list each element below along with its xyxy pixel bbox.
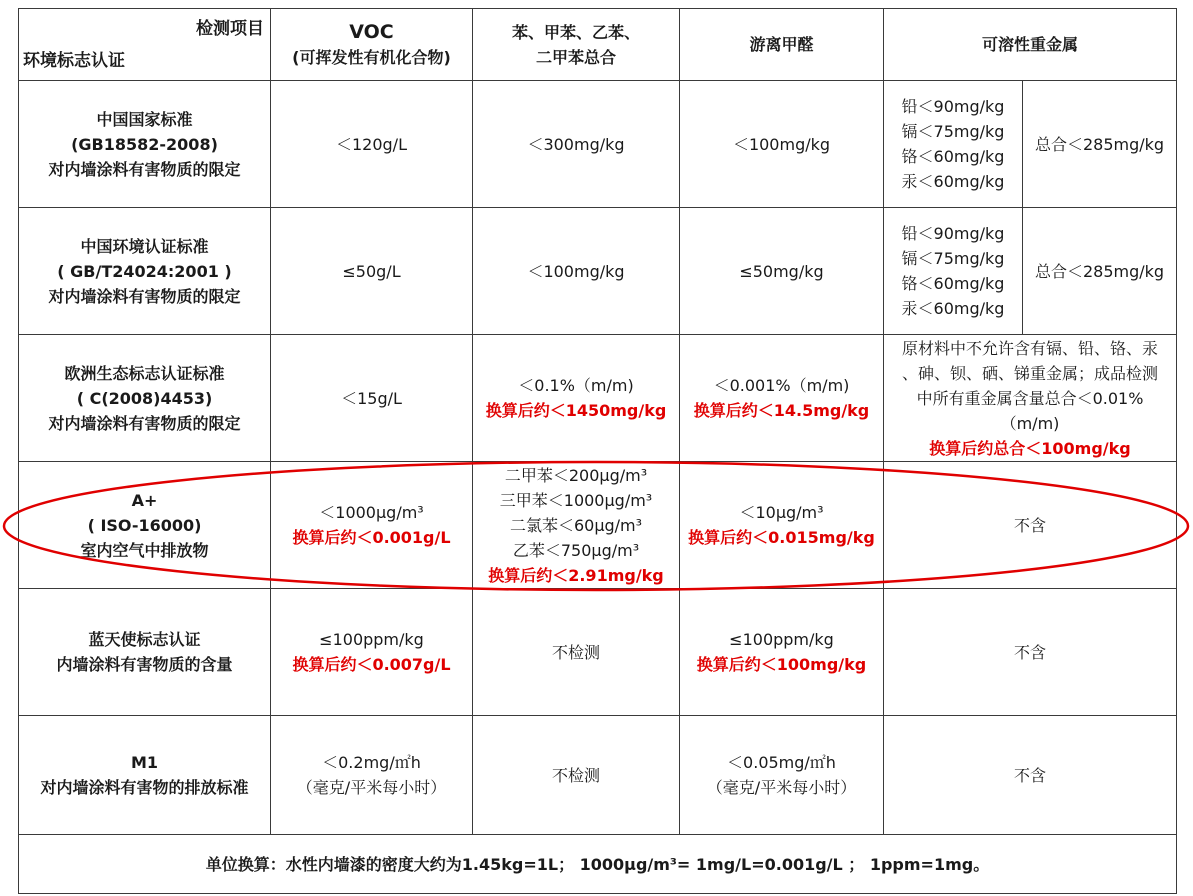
metals-list-cell <box>884 208 1023 335</box>
table-row <box>19 208 1177 335</box>
metals-note-line: （m/m) <box>1000 413 1060 433</box>
metal-limit: 镉＜75mg/kg <box>901 122 1005 141</box>
metals-note-line: 中所有重金属含量总合＜0.01% <box>916 388 1144 408</box>
formaldehyde-cell <box>680 335 884 462</box>
voc-subtitle: (可挥发性有机化合物) <box>292 47 451 67</box>
certification-label: 环境标志认证 <box>23 51 125 71</box>
formaldehyde-header: 游离甲醛 <box>680 9 884 81</box>
standards-table <box>18 8 1177 894</box>
cert-line: A+ <box>131 490 158 510</box>
formaldehyde-cell <box>680 462 884 589</box>
cert-line: 中国国家标准 <box>96 109 193 129</box>
benzene-compound-limit: 三甲苯＜1000μg/m³ <box>499 490 653 510</box>
table-row <box>19 462 1177 589</box>
metals-note-line: 原材料中不允许含有镉、铅、铬、汞 <box>902 338 1159 358</box>
unit-conversion-note: 单位换算：水性内墙漆的密度大约为1.45kg=1L； 1000μg/m³= 1mg/L=0.001g/L ； 1ppm=1mg。 <box>19 835 1177 894</box>
formaldehyde-value: ＜10μg/m³ <box>739 503 824 522</box>
cert-line: 对内墙涂料有害物质的限定 <box>48 286 241 306</box>
metal-limit: 汞＜60mg/kg <box>901 172 1005 191</box>
formaldehyde-value: ＜0.001%（m/m) <box>713 376 850 395</box>
voc-converted: 换算后约＜0.007g/L <box>292 655 451 674</box>
test-item-label: 检测项目 <box>196 19 264 39</box>
benzene-header-line2: 二甲苯总合 <box>535 47 616 67</box>
metal-limit: 铅＜90mg/kg <box>901 97 1005 116</box>
table-row <box>19 589 1177 716</box>
voc-value: ≤100ppm/kg <box>319 630 424 649</box>
cert-line: 中国环境认证标准 <box>80 236 209 256</box>
cert-line: M1 <box>130 753 159 772</box>
metal-limit: 汞＜60mg/kg <box>901 299 1005 318</box>
benzene-header-line1: 苯、甲苯、乙苯、 <box>511 22 640 42</box>
metals-note-cell <box>884 335 1177 462</box>
metal-limit: 镉＜75mg/kg <box>901 249 1005 268</box>
voc-cell <box>271 462 473 589</box>
metals-cell: 不含 <box>884 462 1177 589</box>
metal-limit: 铬＜60mg/kg <box>901 147 1005 166</box>
metals-cell: 不含 <box>884 589 1177 716</box>
table-row <box>19 81 1177 208</box>
metal-limit: 铅＜90mg/kg <box>901 224 1005 243</box>
cert-line: 室内空气中排放物 <box>80 540 209 560</box>
formaldehyde-converted: 换算后约＜14.5mg/kg <box>693 401 870 420</box>
cert-line: ( ISO-16000) <box>87 515 202 535</box>
cert-line: ( GB/T24024:2001 ) <box>57 261 232 281</box>
voc-value: ＜1000μg/m³ <box>319 503 424 522</box>
benzene-compound-limit: 乙苯＜750μg/m³ <box>512 540 640 560</box>
benzene-converted: 换算后约＜2.91mg/kg <box>488 565 664 585</box>
corner-header-cell <box>19 9 271 81</box>
metals-header: 可溶性重金属 <box>884 9 1177 81</box>
cert-line: 对内墙涂料有害物质的限定 <box>48 159 241 179</box>
cert-name-cell <box>19 208 271 335</box>
benzene-cell <box>473 335 680 462</box>
formaldehyde-cell <box>680 716 884 835</box>
voc-unit-note: （毫克/平米每小时） <box>296 778 447 797</box>
cert-line: 蓝天使标志认证 <box>88 630 201 649</box>
cert-name-cell <box>19 716 271 835</box>
benzene-header <box>473 9 680 81</box>
cert-line: 对内墙涂料有害物质的限定 <box>48 413 241 433</box>
metals-total-cell: 总合＜285mg/kg <box>1023 208 1177 335</box>
formaldehyde-unit-note: （毫克/平米每小时） <box>706 778 857 797</box>
footer-row <box>19 835 1177 894</box>
voc-converted: 换算后约＜0.001g/L <box>292 528 451 547</box>
metals-note-line: 、砷、钡、硒、锑重金属；成品检测 <box>902 363 1159 383</box>
header-row <box>19 9 1177 81</box>
formaldehyde-cell: ＜100mg/kg <box>680 81 884 208</box>
metals-total-cell: 总合＜285mg/kg <box>1023 81 1177 208</box>
formaldehyde-value: ≤100ppm/kg <box>729 630 834 649</box>
cert-name-cell <box>19 81 271 208</box>
voc-cell <box>271 716 473 835</box>
benzene-compound-limit: 二甲苯＜200μg/m³ <box>504 465 648 485</box>
metal-limit: 铬＜60mg/kg <box>901 274 1005 293</box>
voc-cell: ≤50g/L <box>271 208 473 335</box>
benzene-cell: ＜100mg/kg <box>473 208 680 335</box>
formaldehyde-converted: 换算后约＜100mg/kg <box>696 655 867 674</box>
formaldehyde-converted: 换算后约＜0.015mg/kg <box>688 528 875 547</box>
table-row <box>19 335 1177 462</box>
formaldehyde-cell <box>680 589 884 716</box>
benzene-cell: 不检测 <box>473 716 680 835</box>
benzene-converted: 换算后约＜1450mg/kg <box>485 401 667 420</box>
voc-value: ＜0.2mg/㎡h <box>322 753 421 772</box>
cert-line: ( C(2008)4453) <box>76 388 213 408</box>
voc-cell: ＜120g/L <box>271 81 473 208</box>
voc-header <box>271 9 473 81</box>
voc-cell: ＜15g/L <box>271 335 473 462</box>
cert-name-cell <box>19 335 271 462</box>
formaldehyde-value: ＜0.05mg/㎡h <box>727 753 836 772</box>
benzene-cell <box>473 462 680 589</box>
cert-name-cell <box>19 589 271 716</box>
table-row <box>19 716 1177 835</box>
benzene-cell: 不检测 <box>473 589 680 716</box>
benzene-compound-limit: 二氯苯＜60μg/m³ <box>509 515 643 535</box>
metals-list-cell <box>884 81 1023 208</box>
voc-cell <box>271 589 473 716</box>
metals-cell: 不含 <box>884 716 1177 835</box>
cert-line: 对内墙涂料有害物的排放标准 <box>40 778 249 797</box>
metals-converted: 换算后约总合＜100mg/kg <box>929 438 1131 458</box>
formaldehyde-cell: ≤50mg/kg <box>680 208 884 335</box>
benzene-value: ＜0.1%（m/m) <box>518 376 634 395</box>
voc-title: VOC <box>349 20 394 43</box>
cert-line: 内墙涂料有害物质的含量 <box>56 655 233 674</box>
benzene-cell: ＜300mg/kg <box>473 81 680 208</box>
cert-line: (GB18582-2008) <box>71 134 218 154</box>
cert-line: 欧洲生态标志认证标准 <box>64 363 225 383</box>
cert-name-cell <box>19 462 271 589</box>
